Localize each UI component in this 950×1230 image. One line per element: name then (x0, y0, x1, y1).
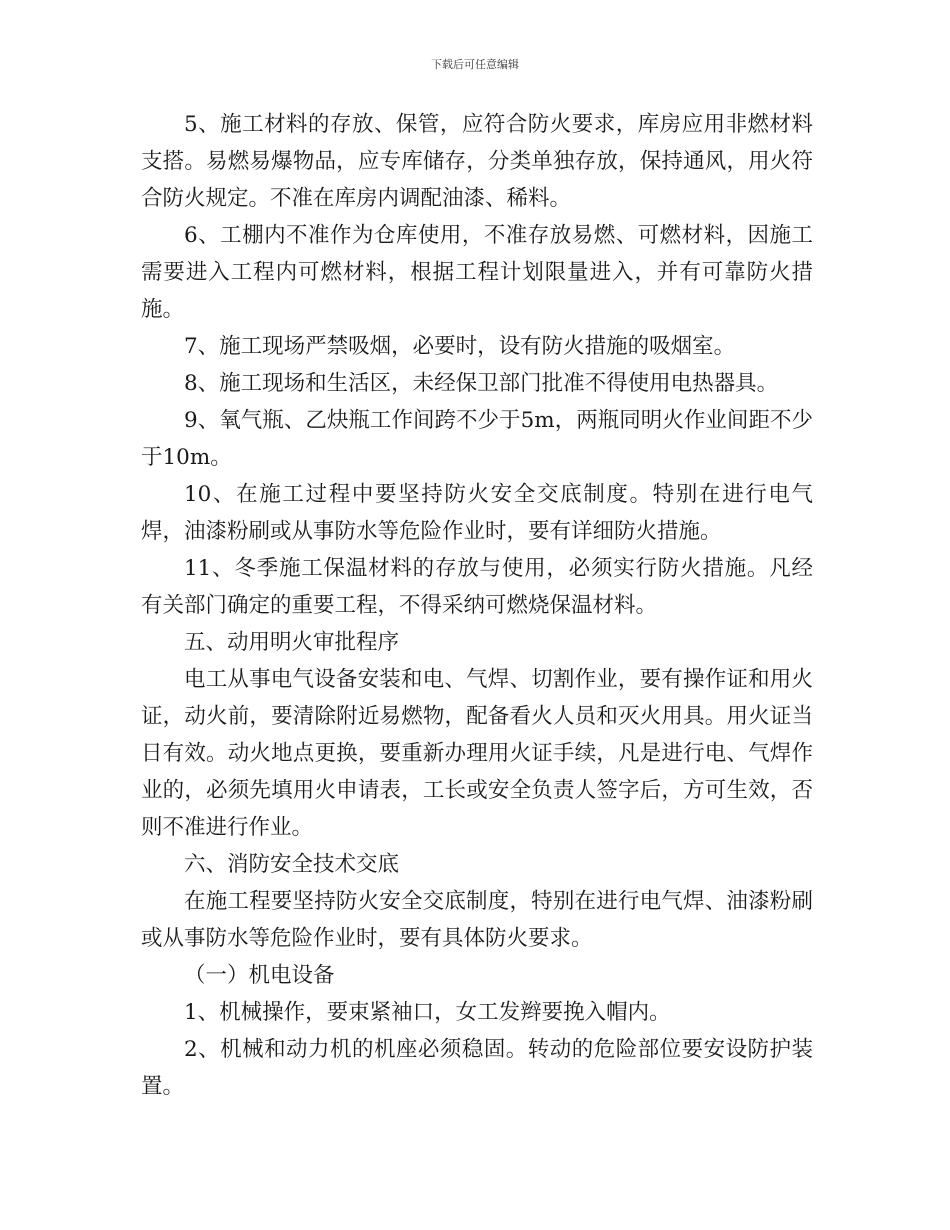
section-heading-6: 六、消防安全技术交底 (184, 852, 400, 877)
paragraph-item-7: 7、施工现场严禁吸烟，必要时，设有防火措施的吸烟室。 (184, 334, 736, 359)
paragraph-item-8: 8、施工现场和生活区，未经保卫部门批准不得使用电热器具。 (184, 371, 779, 396)
paragraph-item-10: 10、在施工过程中要坚持防火安全交底制度。特别在进行电气焊，油漆粉刷或从事防水等危险作业时，要有详细防火措施。 (141, 482, 813, 544)
paragraph-item-5: 5、施工材料的存放、保管，应符合防火要求，库房应用非燃材料支搭。易燃易爆物品，应专库储存，分类单独存放，保持通风，用火符合防火规定。不准在库房内调配油漆、稀料。 (141, 112, 813, 211)
paragraph-item-9: 9、氧气瓶、乙炔瓶工作间跨不少于5m，两瓶同明火作业间距不少于10m。 (141, 408, 813, 470)
subsection-item-2: 2、机械和动力机的机座必须稳固。转动的危险部位要安设防护装置。 (141, 1037, 813, 1099)
paragraph-item-11: 11、冬季施工保温材料的存放与使用，必须实行防火措施。凡经有关部门确定的重要工程，不得采纳可燃烧保温材料。 (141, 556, 813, 618)
subsection-item-1: 1、机械操作，要束紧袖口，女工发辫要挽入帽内。 (184, 1000, 671, 1025)
page-header: 下载后可任意编辑 (431, 58, 519, 71)
paragraph-item-6: 6、工棚内不准作为仓库使用，不准存放易燃、可燃材料，因施工需要进入工程内可燃材料，根据工程计划限量进入，并有可靠防火措施。 (141, 223, 813, 322)
document-body (141, 106, 813, 1105)
subsection-heading-1: （一）机电设备 (184, 963, 335, 988)
section-5-body: 电工从事电气设备安装和电、气焊、切割作业，要有操作证和用火证，动火前，要清除附近易燃物，配备看火人员和灭火用具。用火证当日有效。动火地点更换，要重新办理用火证手续，凡是进行电、气焊作业的，必须先填用火申请表，工长或安全负责人签字后，方可生效，否则不准进行作业。 (141, 667, 813, 840)
section-heading-5: 五、动用明火审批程序 (184, 630, 400, 655)
section-6-body: 在施工程要坚持防火安全交底制度，特别在进行电气焊、油漆粉刷或从事防水等危险作业时，要有具体防火要求。 (141, 889, 813, 951)
